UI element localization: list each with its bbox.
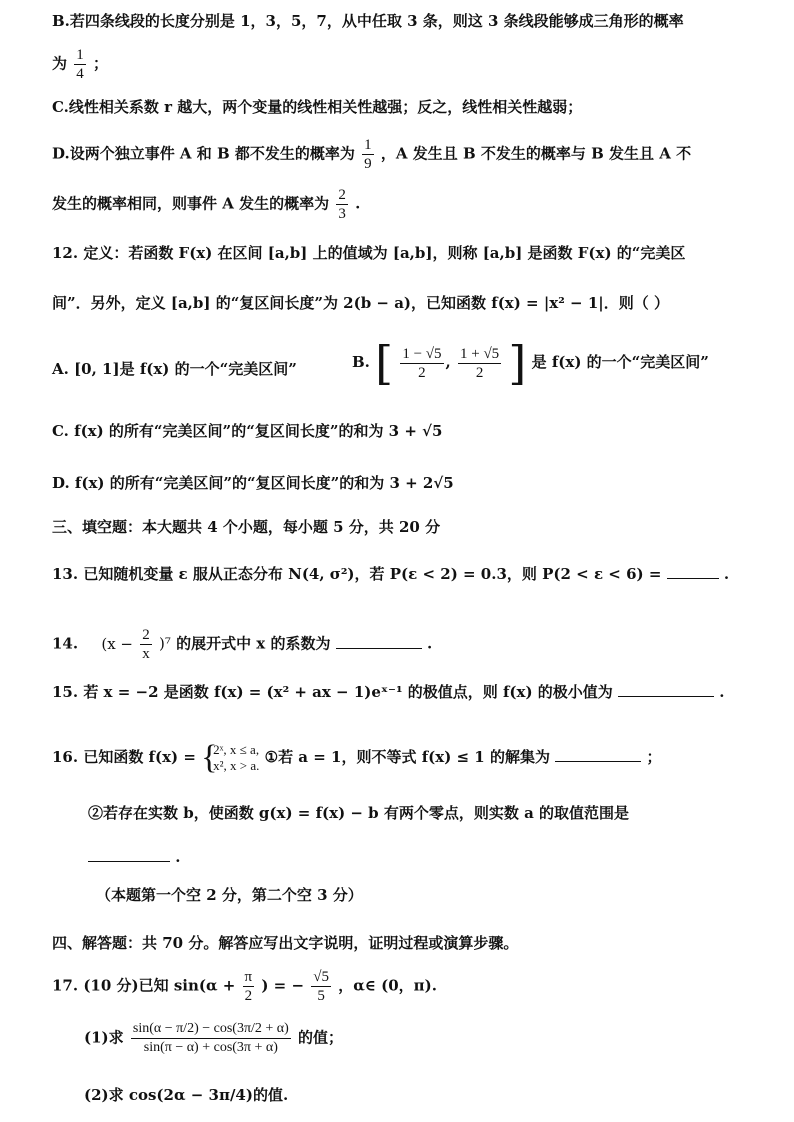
q16-case2: x², x > a.: [213, 758, 260, 773]
q17-stem-prefix: 17. (10 分)已知 sin(α +: [52, 976, 236, 995]
q16-part1-end: ；: [646, 748, 662, 766]
q16-prefix: 16. 已知函数 f(x) =: [52, 748, 196, 766]
q11-b-frac-den: 4: [76, 66, 84, 82]
q12-option-d: D. f(x) 的所有“完美区间”的“复区间长度”的和为 3 + 2√5: [52, 474, 454, 492]
q11-option-c: C.线性相关系数 r 越大，两个变量的线性相关性越强；反之，线性相关性越弱；: [52, 98, 583, 116]
q14: [52, 626, 432, 663]
q17-part1: [84, 1020, 343, 1057]
q11-b-prefix: 为: [52, 54, 68, 73]
q14-end: .: [426, 634, 433, 653]
q11-d-fraction: [362, 136, 374, 173]
q17-p1-den: sin(π − α) + cos(3π + α): [143, 1040, 278, 1055]
q16-answer-blank-1[interactable]: [555, 761, 641, 762]
q12-line2: 间”．另外，定义 [a,b] 的“复区间长度”为 2(b − a)，已知函数 f(x) = |x² − 1|．则（ ）: [52, 294, 669, 312]
q12-option-b: B. [ $\frac{1 - √5}{2}$ , $\frac{1 + √5}{2}$ ] 是 f(x) 的一个“完美区间”: [352, 336, 709, 390]
q11-option-d-line1: [52, 136, 691, 173]
q12-option-c: C. f(x) 的所有“完美区间”的“复区间长度”的和为 3 + √5: [52, 422, 443, 440]
right-bracket-icon: ]: [508, 336, 527, 390]
q17-stem-suffix: ，α∈ (0，π).: [338, 976, 437, 995]
q17-part2: (2)求 cos(2α − 3π/4)的值.: [84, 1086, 289, 1104]
q17-p1-label: (1)求: [84, 1028, 124, 1047]
q12-option-a: A. [0, 1]是 f(x) 的一个“完美区间”: [52, 360, 297, 378]
q11-option-d-line2: [52, 186, 360, 223]
q11-d2-suffix: .: [355, 194, 361, 213]
q14-number: 14.: [52, 634, 79, 653]
q12-b-left-den: 2: [418, 364, 426, 381]
q11-d-prefix: D.设两个独立事件 A 和 B 都不发生的概率为: [52, 144, 355, 163]
q11-b-suffix: ；: [92, 54, 108, 73]
q11-d-frac-num: 1: [364, 137, 372, 153]
q17-value-num: √5: [313, 969, 330, 985]
q16-part1: ①若 a = 1，则不等式 f(x) ≤ 1 的解集为: [264, 748, 550, 766]
q15-answer-blank[interactable]: [618, 696, 714, 697]
section4-title: 四、解答题：共 70 分。解答应写出文字说明，证明过程或演算步骤。: [52, 934, 519, 952]
q13-answer-blank[interactable]: [667, 578, 719, 579]
q14-expr-open: (x −: [101, 634, 133, 653]
q16-part2-end: .: [175, 848, 181, 866]
section3-title: 三、填空题：本大题共 4 个小题，每小题 5 分，共 20 分: [52, 518, 441, 536]
q17-stem-mid: ) = −: [261, 976, 305, 995]
q17-p1-fraction: [131, 1020, 291, 1057]
q17-pi-den: 2: [244, 988, 253, 1004]
q14-frac-den: x: [142, 646, 150, 662]
q17-value-fraction: [311, 968, 331, 1005]
q16: [52, 742, 661, 774]
q13-end: .: [723, 565, 730, 583]
q14-frac-num: 2: [142, 627, 150, 643]
q17-stem: [52, 968, 437, 1005]
q11-d2-prefix: 发生的概率相同，则事件 A 发生的概率为: [52, 194, 330, 213]
q12-b-left-num: 1 − √5: [402, 345, 442, 362]
q17-pi-num: π: [244, 969, 253, 985]
q16-answer-blank-2[interactable]: [88, 861, 170, 862]
q12-b-label: B.: [352, 353, 370, 371]
q12-b-left-fraction: [400, 345, 443, 382]
q16-note: （本题第一个空 2 分，第二个空 3 分）: [96, 886, 363, 904]
q15-end: .: [719, 683, 725, 701]
q12-b-right-den: 2: [475, 364, 484, 381]
q16-part2: ②若存在实数 b，使函数 g(x) = f(x) − b 有两个零点，则实数 a 的取值范围是: [88, 804, 630, 822]
q14-fraction: [140, 626, 152, 663]
q17-p1-suffix: 的值；: [298, 1028, 344, 1047]
q11-d2-frac-den: 3: [338, 206, 346, 222]
q17-value-den: 5: [317, 988, 325, 1004]
q16-piecewise: [201, 742, 259, 774]
q14-text: 的展开式中 x 的系数为: [176, 634, 331, 653]
left-bracket-icon: [: [375, 336, 394, 390]
q13: [52, 563, 729, 585]
q11-d2-frac-num: 2: [338, 187, 346, 203]
q12-b-suffix: 是 f(x) 的一个“完美区间”: [531, 353, 709, 371]
q17-pi-fraction: [243, 968, 255, 1005]
q14-expr-close: )⁷: [158, 634, 171, 653]
q11-option-b-line1: B.若四条线段的长度分别是 1，3，5，7，从中任取 3 条，则这 3 条线段能够成三角形的概率: [52, 12, 684, 30]
q11-d-frac-den: 9: [364, 156, 372, 172]
q16-part2-blank-line: [88, 846, 180, 868]
q11-d2-fraction: [336, 186, 348, 223]
q11-d-suffix: ，A 发生且 B 不发生的概率与 B 发生且 A 不: [380, 144, 692, 163]
q16-case1: { 2ˣ, x ≤ a,: [213, 742, 260, 757]
q12-line1: 12. 定义：若函数 F(x) 在区间 [a,b] 上的值域为 [a,b]，则称 [a,b] 是函数 F(x) 的“完美区: [52, 244, 686, 262]
q15-text: 15. 若 x = −2 是函数 f(x) = (x² + ax − 1)eˣ⁻¹ 的极值点，则 f(x) 的极小值为: [52, 683, 613, 701]
q11-b-fraction: [74, 46, 86, 83]
q11-option-b-line2: [52, 46, 108, 83]
q14-answer-blank[interactable]: [336, 648, 422, 649]
q12-b-right-fraction: [458, 345, 501, 382]
q12-b-right-num: 1 + √5: [459, 345, 500, 362]
q17-p1-num: sin(α − π/2) − cos(3π/2 + α): [131, 1020, 291, 1039]
q13-text: 13. 已知随机变量 ε 服从正态分布 N(4, σ²)，若 P(ε < 2) = 0.3，则 P(2 < ε < 6) =: [52, 565, 662, 583]
q11-b-frac-num: 1: [76, 47, 84, 63]
q15: [52, 681, 725, 703]
